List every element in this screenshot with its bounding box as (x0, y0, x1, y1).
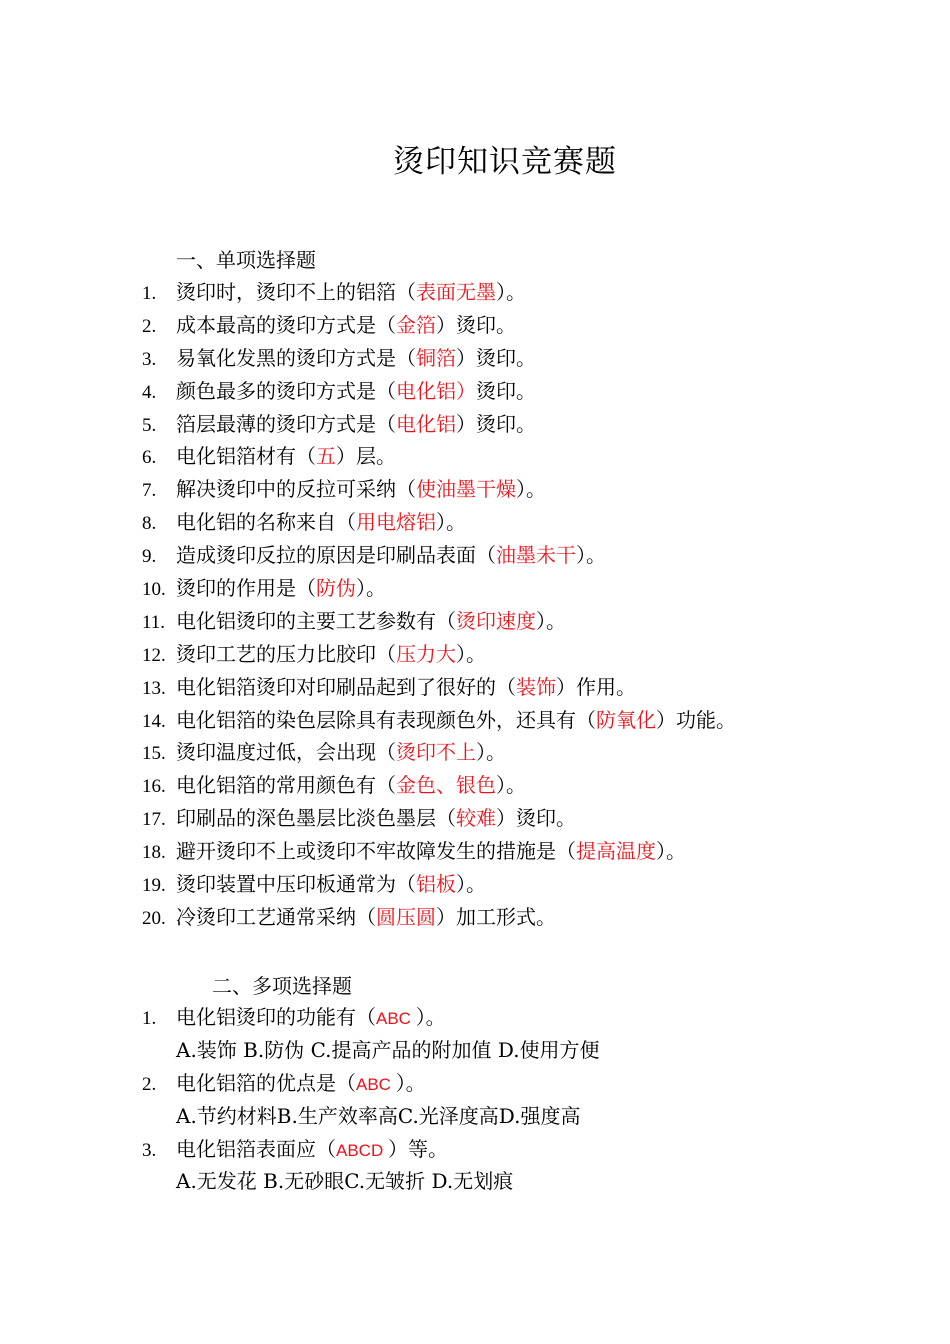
question-item (142, 638, 736, 671)
question-text-end: ）烫印。 (496, 806, 576, 831)
question-text-end: ）。 (576, 543, 606, 568)
question-item (142, 473, 736, 506)
question-number: 20. (142, 907, 166, 929)
question-text: 烫印时，烫印不上的铝箔（ (176, 280, 416, 304)
question-text: 电化铝箔烫印对印刷品起到了很好的（ (176, 674, 516, 699)
answer: ABCD (336, 1140, 388, 1160)
question-number: 16. (142, 776, 166, 798)
answer: ABC (376, 1009, 416, 1028)
question-text-end: ）层。 (336, 444, 396, 469)
question-text: 烫印温度过低，会出现（ (176, 740, 396, 765)
question-number: 5. (142, 414, 157, 436)
question-text: 颜色最多的烫印方式是（ (176, 378, 396, 403)
answer: 油墨未干 (496, 543, 576, 568)
question-text-end: ）烫印。 (456, 345, 536, 370)
question-text-end: ）功能。 (656, 707, 736, 732)
question-text-end: ）。 (536, 608, 566, 633)
question-text: 电化铝烫印的主要工艺参数有（ (176, 608, 456, 633)
question-number: 3. (142, 1139, 157, 1161)
answer: 金箔 (396, 312, 436, 337)
question-text: 电化铝箔材有（ (176, 444, 316, 469)
question-number: 19. (142, 875, 166, 897)
answer: 提高温度 (576, 839, 656, 864)
question-text-end: ）烫印。 (456, 411, 536, 436)
question-item (142, 671, 736, 704)
question-text-end: ）。 (496, 280, 526, 304)
question-text-end: ）。 (395, 1070, 426, 1095)
question-text-end: ）。 (415, 1005, 446, 1029)
question-number: 13. (142, 677, 166, 699)
question-number: 17. (142, 809, 166, 831)
options-line: A.无发花 B.无砂眼C.无皱折 D.无划痕 (176, 1169, 514, 1194)
question-text-end: ）。 (436, 510, 466, 535)
question-text: 电化铝箔的常用颜色有（ (176, 773, 396, 798)
question-text: 烫印的作用是（ (176, 576, 316, 601)
question-item (142, 802, 736, 835)
answer: 电化铝） (396, 378, 476, 403)
question-number: 12. (142, 644, 166, 666)
question-text: 避开烫印不上或烫印不牢故障发生的措施是（ (176, 839, 576, 864)
question-item (142, 309, 736, 342)
question-item (142, 769, 736, 802)
question-item (142, 1001, 600, 1034)
answer: 烫印不上 (396, 740, 476, 765)
question-item (142, 276, 736, 309)
answer: 圆压圆 (376, 904, 436, 929)
question-text-end: 烫印。 (476, 378, 536, 403)
question-item (142, 868, 736, 901)
question-text: 冷烫印工艺通常采纳（ (176, 904, 376, 929)
question-text: 电化铝箔的优点是（ (176, 1070, 356, 1095)
answer: 使油墨干燥 (416, 477, 516, 502)
question-number: 11. (142, 611, 166, 633)
question-text: 电化铝箔的染色层除具有表现颜色外，还具有（ (176, 707, 596, 732)
question-text: 印刷品的深色墨层比淡色墨层（ (176, 806, 456, 831)
question-item (142, 572, 736, 605)
multiple-choice-list (142, 1001, 600, 1198)
question-text: 箔层最薄的烫印方式是（ (176, 411, 396, 436)
answer: 电化铝 (396, 411, 456, 436)
question-text-end: ）。 (516, 477, 546, 502)
answer: 表面无墨 (416, 280, 496, 304)
document-title: 烫印知识竞赛题 (393, 144, 617, 180)
question-text: 电化铝的名称来自（ (176, 510, 356, 535)
answer: 防氧化 (596, 707, 656, 732)
options-line: A.节约材料B.生产效率高C.光泽度高D.强度高 (176, 1103, 581, 1128)
question-number: 6. (142, 447, 157, 469)
answer: 金色、银色 (396, 773, 496, 798)
question-item (142, 440, 736, 473)
question-text: 易氧化发黑的烫印方式是（ (176, 345, 416, 370)
question-number: 2. (142, 315, 157, 337)
question-item (142, 736, 736, 769)
question-text-end: ）。 (456, 872, 486, 897)
answer: 五 (316, 444, 336, 469)
question-item (142, 1067, 600, 1100)
question-text-end: ）。 (656, 839, 686, 864)
question-text: 解决烫印中的反拉可采纳（ (176, 477, 416, 502)
answer: 较难 (456, 806, 496, 831)
question-number: 1. (142, 283, 157, 304)
question-number: 9. (142, 546, 157, 568)
single-choice-list (142, 276, 736, 934)
answer: 压力大 (396, 641, 456, 666)
section-heading-multiple-choice: 二、多项选择题 (212, 974, 352, 998)
question-item (142, 704, 736, 737)
question-text: 烫印工艺的压力比胶印（ (176, 641, 396, 666)
question-item (142, 1133, 600, 1166)
question-number: 8. (142, 513, 157, 535)
question-item (142, 408, 736, 441)
question-text-end: ）烫印。 (436, 312, 516, 337)
answer: 铝板 (416, 872, 456, 897)
answer: 防伪 (316, 576, 356, 601)
question-text-end: ）。 (476, 740, 506, 765)
question-text-end: ）。 (496, 773, 526, 798)
question-text-end: ）。 (456, 641, 486, 666)
question-item (142, 835, 736, 868)
question-item (142, 605, 736, 638)
question-number: 15. (142, 743, 166, 765)
question-item (142, 506, 736, 539)
question-text-end: ）加工形式。 (436, 904, 556, 929)
question-item (142, 539, 736, 572)
question-number: 3. (142, 348, 157, 370)
answer: 用电熔铝 (356, 510, 436, 535)
question-text-end: ）等。 (387, 1136, 448, 1161)
question-text: 电化铝烫印的功能有（ (176, 1005, 376, 1029)
question-number: 2. (142, 1073, 157, 1095)
question-text: 烫印装置中压印板通常为（ (176, 872, 416, 897)
question-item (142, 901, 736, 934)
question-item (142, 342, 736, 375)
question-item (142, 375, 736, 408)
question-text: 电化铝箔表面应（ (176, 1136, 336, 1161)
answer: ABC (356, 1074, 396, 1094)
question-number: 4. (142, 381, 157, 403)
question-number: 14. (142, 710, 166, 732)
options-line: A.装饰 B.防伪 C.提高产品的附加值 D.使用方便 (176, 1037, 600, 1062)
question-text: 成本最高的烫印方式是（ (176, 312, 396, 337)
question-number: 10. (142, 579, 166, 601)
question-text: 造成烫印反拉的原因是印刷品表面（ (176, 543, 496, 568)
answer: 装饰 (516, 674, 556, 699)
question-text-end: ）作用。 (556, 674, 636, 699)
question-number: 1. (142, 1008, 157, 1029)
section-heading-single-choice: 一、单项选择题 (176, 248, 316, 272)
question-text-end: ）。 (356, 576, 386, 601)
answer: 铜箔 (416, 345, 456, 370)
question-number: 18. (142, 842, 166, 864)
question-number: 7. (142, 480, 157, 502)
answer: 烫印速度 (456, 608, 536, 633)
